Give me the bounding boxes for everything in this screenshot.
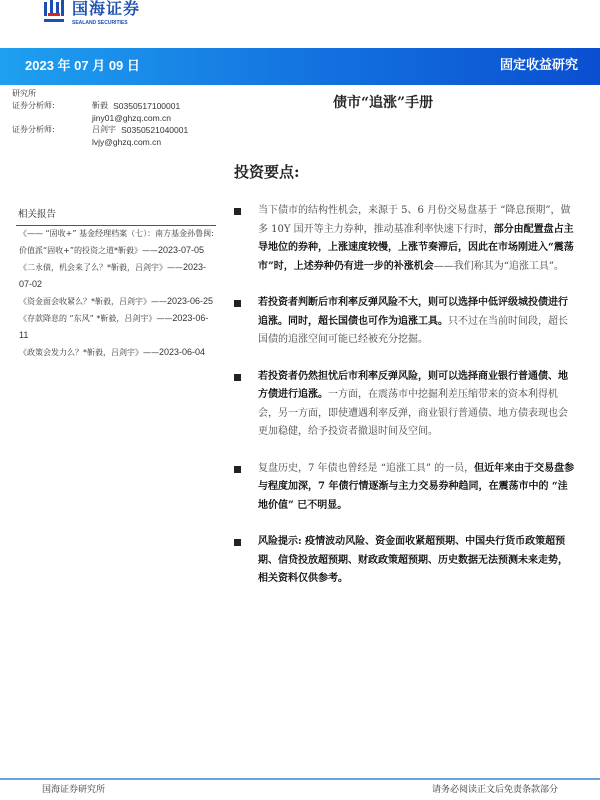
key-point-text: 当下债市的结构性机会，来源于 5、6 月份交易盘基于 “降息预期”，做多 10Y 国开等主力券种，推动基准利率快速下行时，	[258, 205, 571, 235]
related-report-item[interactable]	[16, 293, 216, 310]
key-point-emphasis: 若投资者仍然担忧后市利率反弹风险，则可以选择商业银行普通债、地方债进行追涨。	[258, 370, 568, 400]
key-point	[232, 460, 577, 516]
key-points-list	[232, 202, 577, 607]
related-report-title: 《政策会发力么？*靳毅，吕剑宇》——	[19, 348, 159, 357]
analyst-name: 吕剑宇	[92, 125, 116, 134]
analyst-cert: S0350521040001	[121, 125, 189, 135]
institute: 研究所	[12, 89, 36, 98]
key-point-emphasis: 风险提示: 疫情波动风险、资金面收紧超预期、中国央行货币政策超预期、信贷投放超预期、财政政策超预期、历史数据无法预测未来走势，相关资料仅供参考。	[258, 536, 568, 584]
related-report-date: 2023-06-04	[159, 347, 206, 357]
related-report-title: 《存款降息的 “东风” *靳毅，吕剑宇》——	[19, 314, 173, 323]
analyst-email[interactable]: jiny01@ghzq.com.cn	[92, 113, 172, 123]
header-band	[0, 48, 600, 85]
key-point	[232, 533, 577, 589]
key-point	[232, 202, 577, 276]
analyst-label: 证券分析师:	[12, 125, 55, 134]
bullet-square-icon	[234, 466, 241, 473]
key-point	[232, 368, 577, 442]
key-point-text: 只不过在当前时间段，超长国债的追涨空间可能已经被充分挖掘。	[258, 315, 568, 345]
related-report-item[interactable]	[16, 226, 216, 259]
footer-left: 国海证券研究所	[42, 785, 106, 795]
report-title: 债市“追涨”手册	[333, 95, 434, 111]
key-point	[232, 294, 577, 350]
key-points-heading: 投资要点:	[234, 163, 300, 181]
related-report-item[interactable]	[16, 344, 216, 361]
related-report-title: 《二永债，机会来了么？*靳毅，吕剑宇》——	[19, 263, 183, 272]
bullet-square-icon	[234, 300, 241, 307]
bullet-square-icon	[234, 208, 241, 215]
report-category: 固定收益研究	[499, 58, 578, 73]
logo	[42, 0, 182, 28]
logo-subtext: SEALAND SECURITIES	[72, 20, 128, 26]
related-reports-heading: 相关报告	[16, 208, 216, 226]
related-report-item[interactable]	[16, 310, 216, 344]
key-point-emphasis: 部分由配置盘占主导地位的券种，上涨速度较慢，上涨节奏滞后，因此在市场刚进入“震荡市”时，上述券种仍有进一步的补涨机会	[258, 223, 574, 272]
related-report-date: 2023-06-11	[19, 313, 209, 340]
related-report-title: 《—— “固收+” 基金经理档案（七）：南方基金孙鲁闽: 价值派“固收+”的投资之道*靳毅》——	[19, 229, 214, 255]
analyst-info	[12, 88, 232, 148]
bullet-square-icon	[234, 539, 241, 546]
key-point-text: 一方面，在震荡市中挖掘利差压缩带来的资本利得机会，另一方面，即使遭遇利率反弹，商业银行普通债、地方债表现也会更加稳健，给予投资者撤退时间及空间。	[258, 389, 568, 437]
analyst-email[interactable]: lvjy@ghzq.com.cn	[92, 137, 162, 147]
related-report-date: 2023-06-25	[167, 296, 214, 306]
bullet-square-icon	[234, 374, 241, 381]
footer-divider	[0, 778, 600, 780]
related-reports	[16, 208, 216, 361]
related-report-title: 《资金面会收紧么？*靳毅，吕剑宇》——	[19, 297, 167, 306]
key-point-emphasis: 若投资者判断后市利率反弹风险不大，则可以选择中低评级城投债进行追涨。同时，超长国债也可作为追涨工具。	[258, 297, 568, 327]
key-point-text: 复盘历史，7 年债也曾经是 “追涨工具” 的一员，	[258, 462, 475, 474]
related-report-item[interactable]	[16, 259, 216, 293]
related-report-date: 2023-07-02	[19, 262, 207, 289]
analyst-label: 证券分析师:	[12, 101, 55, 110]
key-point-emphasis: 但近年来由于交易盘参与程度加深，7 年债行情逐渐与主力交易券种趋同，在震荡市中的 “洼地价值” 已不明显。	[258, 462, 575, 511]
logo-text: 国海证券	[72, 0, 141, 18]
key-point-text: ——我们称其为“追涨工具”。	[433, 260, 564, 272]
footer-disclaimer-link: 请务必阅读正文后免责条款部分	[431, 785, 558, 795]
analyst-name: 靳毅	[92, 101, 108, 110]
analyst-cert: S0350517100001	[113, 101, 181, 111]
related-report-date: 2023-07-05	[158, 245, 205, 255]
report-date: 2023 年 07 月 09 日	[25, 58, 140, 73]
logo-mark-icon	[42, 0, 66, 24]
